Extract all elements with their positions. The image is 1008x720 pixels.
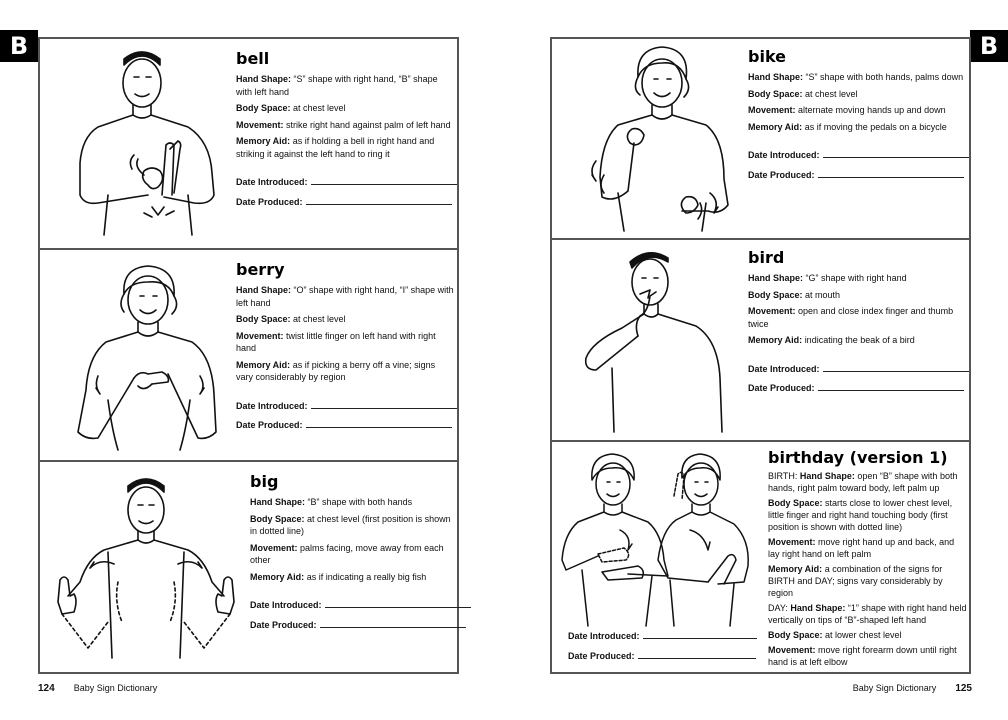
book-title: Baby Sign Dictionary — [852, 683, 937, 693]
movement-label: Movement: — [748, 306, 796, 316]
body-space-label: Body Space: — [748, 88, 803, 99]
memory-aid-value: indicating the beak of a bird — [804, 335, 915, 345]
memory-aid-value: a combination of the signs for BIRTH and DAY; signs vary considerably by region — [768, 564, 943, 598]
hand-shape-value: “S” shape with right hand, “B” shape with left hand — [236, 74, 438, 97]
hand-shape-label: Hand Shape: — [236, 74, 292, 84]
hand-shape-value: “G” shape with right hand — [805, 273, 907, 283]
entry-word: bike — [748, 47, 786, 66]
day-movement-value: move right forearm down until right hand is at left elbow — [768, 645, 957, 667]
date-produced-label: Date Produced: — [250, 619, 317, 630]
hand-shape-label: Hand Shape: — [250, 497, 306, 507]
birthday-text — [768, 448, 968, 668]
date-produced-field[interactable] — [818, 170, 964, 178]
body-space-value: at mouth — [805, 289, 841, 300]
hand-shape-label: Hand Shape: — [236, 285, 292, 295]
body-space-label: Body Space: — [250, 513, 305, 524]
birthday-sign-illustration — [558, 450, 756, 630]
body-space-value: at chest level (first position is shown in dotted line) — [250, 513, 451, 536]
date-introduced-field[interactable] — [823, 364, 969, 372]
page-number: 125 — [955, 683, 972, 694]
letter-tab: B — [970, 30, 1008, 62]
date-introduced-label: Date Introduced: — [568, 631, 640, 641]
day-body-space-label: Body Space: — [768, 630, 823, 640]
page-footer — [38, 683, 157, 694]
bird-text — [748, 248, 966, 395]
day-hand-shape-value: “1” shape with right hand held vertically on tips of “B”-shaped left hand — [768, 603, 967, 625]
movement-label: Movement: — [748, 105, 796, 115]
hand-shape-value: open “B” shape with both hands, right palm toward body, left palm up — [768, 471, 958, 493]
memory-aid-label: Memory Aid: — [236, 136, 291, 146]
date-introduced-field[interactable] — [643, 631, 757, 639]
memory-aid-label: Memory Aid: — [250, 571, 305, 582]
memory-aid-label: Memory Aid: — [768, 564, 823, 574]
entry-word: bell — [236, 49, 270, 68]
day-prefix: DAY: — [768, 603, 788, 613]
big-sign-illustration — [48, 472, 244, 664]
birth-prefix: BIRTH: — [768, 471, 798, 481]
date-produced-field[interactable] — [638, 651, 756, 659]
memory-aid-label: Memory Aid: — [236, 359, 291, 370]
date-introduced-field[interactable] — [823, 150, 969, 158]
date-produced-label: Date Produced: — [236, 196, 303, 207]
body-space-value: at chest level — [293, 314, 346, 324]
body-space-value: starts close to lower chest level, little finger and right hand touching body (first position is shown with dotted line) — [768, 498, 953, 532]
hand-shape-value: “O” shape with right hand, “I” shape with left hand — [236, 285, 454, 308]
movement-value: move right hand up and back, and lay right hand on left palm — [768, 537, 955, 559]
movement-value: palms facing, move away from each other — [250, 542, 444, 565]
entry-grid — [550, 37, 971, 674]
hand-shape-label: Hand Shape: — [799, 471, 855, 481]
memory-aid-value: as if picking a berry off a vine; signs vary considerably by region — [236, 359, 436, 382]
movement-label: Movement: — [236, 119, 284, 130]
memory-aid-label: Memory Aid: — [748, 121, 803, 132]
bird-sign-illustration — [578, 248, 740, 436]
memory-aid-label: Memory Aid: — [748, 335, 803, 345]
entry-birthday — [552, 442, 969, 672]
hand-shape-label: Hand Shape: — [748, 72, 804, 82]
movement-value: open and close index finger and thumb twice — [748, 306, 954, 329]
date-introduced-label: Date Introduced: — [236, 400, 308, 411]
movement-value: strike right hand against palm of left hand — [286, 119, 451, 130]
movement-label: Movement: — [768, 537, 816, 547]
date-introduced-field[interactable] — [325, 600, 471, 608]
entry-bird — [552, 240, 969, 442]
berry-text — [236, 260, 454, 432]
body-space-label: Body Space: — [768, 498, 823, 508]
bike-text — [748, 47, 966, 181]
body-space-label: Body Space: — [748, 289, 803, 300]
bell-sign-illustration — [54, 45, 230, 243]
entry-word: bird — [748, 248, 785, 267]
date-produced-field[interactable] — [306, 420, 452, 428]
memory-aid-value: as if holding a bell in right hand and striking it against the left hand to ring it — [236, 136, 435, 159]
date-produced-field[interactable] — [818, 383, 964, 391]
birthday-date-fields — [568, 630, 764, 662]
date-introduced-field[interactable] — [311, 177, 457, 185]
movement-value: twist little finger on left hand with right hand — [236, 330, 436, 353]
date-introduced-label: Date Introduced: — [748, 363, 820, 374]
body-space-label: Body Space: — [236, 103, 291, 113]
hand-shape-value: “B” shape with both hands — [307, 497, 413, 507]
hand-shape-label: Hand Shape: — [748, 273, 804, 283]
date-produced-label: Date Produced: — [748, 169, 815, 180]
movement-label: Movement: — [236, 330, 284, 341]
date-introduced-label: Date Introduced: — [236, 177, 308, 187]
entry-big — [40, 462, 457, 672]
date-introduced-field[interactable] — [311, 401, 457, 409]
big-text — [250, 472, 454, 631]
date-produced-label: Date Produced: — [748, 383, 815, 393]
date-introduced-label: Date Introduced: — [250, 600, 322, 610]
movement-value: alternate moving hands up and down — [798, 105, 946, 115]
date-produced-field[interactable] — [320, 620, 466, 628]
page-footer — [853, 683, 972, 694]
entry-bike — [552, 39, 969, 240]
entry-berry — [40, 250, 457, 462]
day-body-space-value: at lower chest level — [825, 630, 902, 640]
day-movement-label: Movement: — [768, 645, 816, 655]
bike-sign-illustration — [578, 43, 742, 235]
body-space-label: Body Space: — [236, 314, 291, 324]
movement-label: Movement: — [250, 542, 298, 553]
entry-word: berry — [236, 260, 285, 279]
day-hand-shape-label: Hand Shape: — [790, 603, 846, 613]
right-page — [504, 0, 1008, 720]
hand-shape-value: “S” shape with both hands, palms down — [805, 72, 964, 82]
entry-bell — [40, 39, 457, 250]
date-introduced-label: Date Introduced: — [748, 150, 820, 160]
date-produced-label: Date Produced: — [236, 420, 303, 430]
memory-aid-value: as if indicating a really big fish — [306, 571, 427, 582]
date-produced-field[interactable] — [306, 197, 452, 205]
letter-tab: B — [0, 30, 38, 62]
entry-word: big — [250, 472, 279, 491]
body-space-value: at chest level — [293, 103, 346, 113]
body-space-value: at chest level — [805, 88, 858, 99]
entry-word: birthday (version 1) — [768, 448, 948, 467]
berry-sign-illustration — [68, 260, 228, 454]
book-title: Baby Sign Dictionary — [73, 683, 158, 693]
entry-grid — [38, 37, 459, 674]
bell-text — [236, 49, 454, 208]
date-produced-label: Date Produced: — [568, 650, 635, 661]
page-number: 124 — [38, 683, 55, 694]
memory-aid-value: as if moving the pedals on a bicycle — [804, 121, 947, 132]
